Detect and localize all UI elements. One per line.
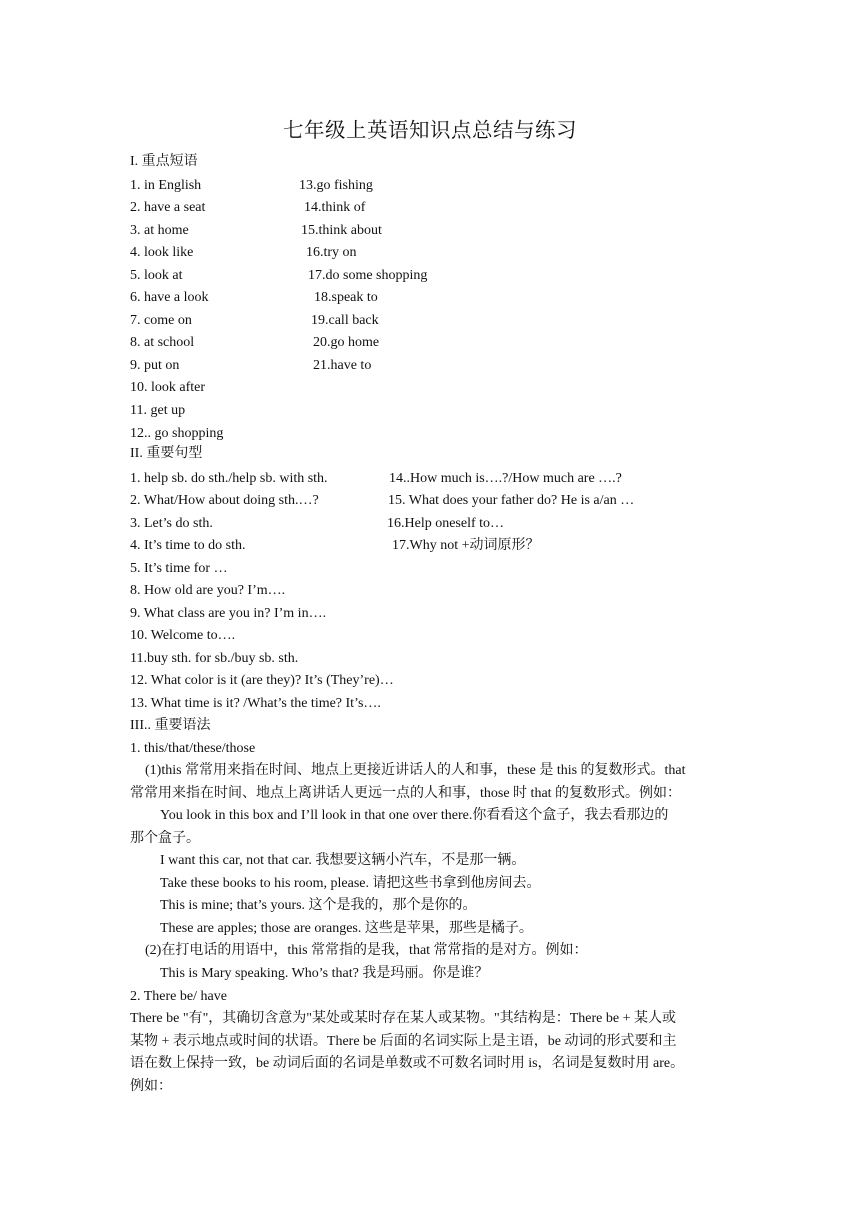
phrase-item: 14.think of — [304, 200, 366, 215]
paragraph-line: 常常用来指在时间、地点上离讲话人更远一点的人和事，those 时 that 的复数形式。例如： — [130, 786, 682, 801]
phrase-item: 16.try on — [306, 245, 357, 260]
sentence-item: 11.buy sth. for sb./buy sb. sth. — [130, 651, 299, 666]
sentence-item: 17.Why not +动词原形？ — [392, 538, 540, 553]
phrase-item: 18.speak to — [314, 290, 378, 305]
sentence-item: 4. It’s time to do sth. — [130, 538, 246, 553]
sentence-item: 13. What time is it? /What’s the time? It’s…. — [130, 696, 381, 711]
phrase-item: 8. at school — [130, 335, 195, 350]
phrase-item: 3. at home — [130, 223, 189, 238]
phrase-item: 6. have a look — [130, 290, 209, 305]
sentence-item: 12. What color is it (are they)? It’s (They’re)… — [130, 673, 394, 688]
phrase-item: 17.do some shopping — [308, 268, 428, 283]
example-line: 那个盒子。 — [130, 831, 200, 846]
sentence-item: 2. What/How about doing sth.…? — [130, 493, 319, 508]
phrase-item: 9. put on — [130, 358, 180, 373]
phrase-item: 11. get up — [130, 403, 186, 418]
phrase-item: 19.call back — [311, 313, 379, 328]
section-heading-sentences: II. 重要句型 — [130, 446, 203, 461]
phrase-item: 5. look at — [130, 268, 183, 283]
grammar-subheading: 1. this/that/these/those — [130, 741, 256, 756]
section-heading-phrases: I. 重点短语 — [130, 154, 198, 169]
example-line: Take these books to his room, please. 请把这些书拿到他房间去。 — [160, 876, 541, 891]
phrase-item: 7. come on — [130, 313, 192, 328]
grammar-subheading: 2. There be/ have — [130, 989, 227, 1004]
paragraph-line: 例如： — [130, 1079, 172, 1094]
sentence-item: 1. help sb. do sth./help sb. with sth. — [130, 471, 328, 486]
phrase-item: 21.have to — [313, 358, 372, 373]
paragraph-line: (1)this 常常用来指在时间、地点上更接近讲话人的人和事，these 是 this 的复数形式。that — [145, 763, 686, 778]
document-title: 七年级上英语知识点总结与练习 — [283, 120, 577, 142]
phrase-item: 4. look like — [130, 245, 194, 260]
example-line: I want this car, not that car. 我想要这辆小汽车，不是那一辆。 — [160, 853, 526, 868]
phrase-item: 12.. go shopping — [130, 426, 224, 441]
example-line: This is mine; that’s yours. 这个是我的，那个是你的。 — [160, 898, 477, 913]
sentence-item: 16.Help oneself to… — [387, 516, 505, 531]
phrase-item: 2. have a seat — [130, 200, 206, 215]
paragraph-line: 某物 + 表示地点或时间的状语。There be 后面的名词实际上是主语，be 动词的形式要和主 — [130, 1034, 677, 1049]
section-heading-grammar: III.. 重要语法 — [130, 718, 211, 733]
phrase-item: 15.think about — [301, 223, 382, 238]
phrase-item: 10. look after — [130, 380, 206, 395]
phrase-item: 20.go home — [313, 335, 380, 350]
phrase-item: 13.go fishing — [299, 178, 373, 193]
paragraph-line: (2)在打电话的用语中，this 常常指的是我，that 常常指的是对方。例如： — [145, 943, 588, 958]
sentence-item: 10. Welcome to…. — [130, 628, 236, 643]
paragraph-line: 语在数上保持一致，be 动词后面的名词是单数或不可数名词时用 is，名词是复数时用 are。 — [130, 1056, 685, 1071]
phrase-item: 1. in English — [130, 178, 202, 193]
paragraph-line: There be "有"，其确切含意为"某处或某时存在某人或某物。"其结构是：There be + 某人或 — [130, 1011, 676, 1026]
example-line: These are apples; those are oranges. 这些是苹果，那些是橘子。 — [160, 921, 533, 936]
sentence-item: 3. Let’s do sth. — [130, 516, 213, 531]
example-line: This is Mary speaking. Who’s that? 我是玛丽。你是谁？ — [160, 966, 489, 981]
sentence-item: 14..How much is….?/How much are ….? — [389, 471, 622, 486]
sentence-item: 15. What does your father do? He is a/an … — [388, 493, 635, 508]
sentence-item: 5. It’s time for … — [130, 561, 228, 576]
sentence-item: 9. What class are you in? I’m in…. — [130, 606, 327, 621]
sentence-item: 8. How old are you? I’m…. — [130, 583, 286, 598]
example-line: You look in this box and I’ll look in that one over there.你看看这个盒子，我去看那边的 — [160, 808, 669, 823]
